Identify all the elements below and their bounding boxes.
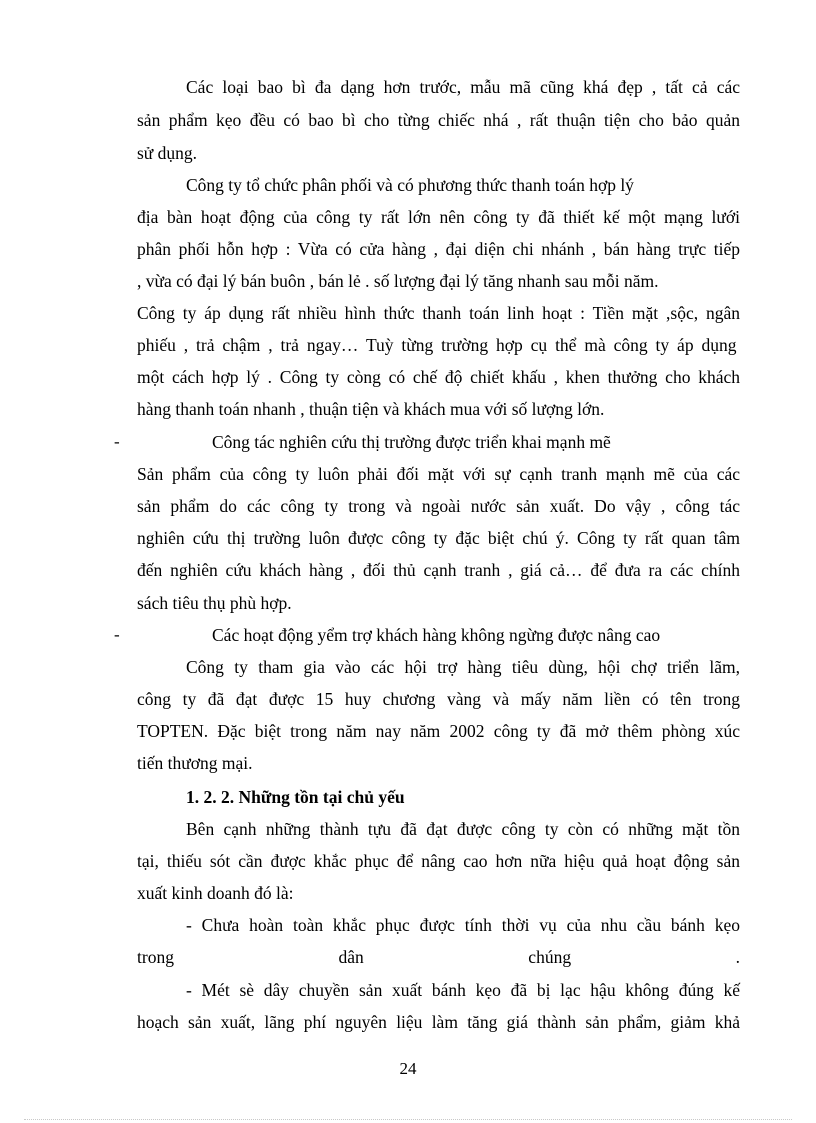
text-line: địa bàn hoạt động của công ty rất lớn nên công ty đã thiết kế một mạng lưới (137, 207, 740, 227)
bullet-heading: Công tác nghiên cứu thị trường được triển khai mạnh mẽ (212, 432, 611, 452)
text-line: hàng thanh toán nhanh , thuận tiện và khách mua với số lượng lớn. (137, 399, 605, 419)
page-number: 24 (399, 1059, 417, 1078)
word: dân (338, 947, 364, 967)
text-line: Công ty áp dụng rất nhiều hình thức thanh toán linh hoạt : Tiền mặt ,sộc, ngân (137, 303, 740, 323)
text-line: sản phẩm kẹo đều có bao bì cho từng chiếc nhá , rất thuận tiện cho bảo quản (137, 110, 740, 130)
text-line: Các loại bao bì đa dạng hơn trước, mẫu mã cũng khá đẹp , tất cả các (186, 77, 740, 97)
text-line: - Mét sè dây chuyền sản xuất bánh kẹo đã bị lạc hậu không đúng kế (186, 980, 740, 1000)
text-line: sách tiêu thụ phù hợp. (137, 593, 292, 613)
text-line: tiến thương mại. (137, 753, 253, 773)
text-line: - Chưa hoàn toàn khắc phục được tính thời vụ của nhu cầu bánh kẹo (186, 915, 740, 935)
text-line: Công ty tham gia vào các hội trợ hàng tiêu dùng, hội chợ triển lãm, (186, 657, 740, 677)
text-line: xuất kinh doanh đó là: (137, 883, 294, 903)
text-line: sản phẩm do các công ty trong và ngoài nước sản xuất. Do vậy , công tác (137, 496, 740, 516)
word: . (735, 947, 740, 967)
text-line: công ty đã đạt được 15 huy chương vàng và mấy năm liền có tên trong (137, 689, 740, 709)
bullet-dash: - (114, 625, 120, 644)
text-line: Công ty tổ chức phân phối và có phương thức thanh toán hợp lý (186, 175, 634, 195)
spread-text-line (137, 946, 740, 968)
text-line: , vừa có đại lý bán buôn , bán lẻ . số lượng đại lý tăng nhanh sau mỗi năm. (137, 271, 659, 291)
text-line: phiếu , trả chậm , trả ngay… Tuỳ từng trường hợp cụ thể mà công ty áp dụng (137, 335, 737, 355)
word: trong (137, 947, 174, 967)
word: chúng (528, 947, 572, 967)
text-line: Sản phẩm của công ty luôn phải đối mặt với sự cạnh tranh mạnh mẽ của các (137, 464, 740, 484)
text-line: một cách hợp lý . Công ty còng có chế độ chiết khấu , khen thưởng cho khách (137, 367, 740, 387)
text-line: đến nghiên cứu khách hàng , đối thủ cạnh tranh , giá cả… để đưa ra các chính (137, 560, 740, 580)
text-line: phân phối hỗn hợp : Vừa có cửa hàng , đại diện chi nhánh , bán hàng trực tiếp (137, 239, 740, 259)
text-line: nghiên cứu thị trường luôn được công ty đặc biệt chú ý. Công ty rất quan tâm (137, 528, 740, 548)
page-divider (24, 1119, 792, 1120)
text-line: sử dụng. (137, 143, 198, 163)
bullet-heading: Các hoạt động yểm trợ khách hàng không ngừng được nâng cao (212, 625, 661, 645)
bullet-dash: - (114, 432, 120, 451)
text-line: Bên cạnh những thành tựu đã đạt được công ty còn có những mặt tồn (186, 819, 740, 839)
section-heading: 1. 2. 2. Những tồn tại chủ yếu (186, 787, 405, 807)
text-line: tại, thiếu sót cần được khắc phục để nâng cao hơn nữa hiệu quả hoạt động sản (137, 851, 740, 871)
text-line: hoạch sản xuất, lãng phí nguyên liệu làm tăng giá thành sản phẩm, giảm khả (137, 1012, 740, 1032)
text-line: TOPTEN. Đặc biệt trong năm nay năm 2002 công ty đã mở thêm phòng xúc (137, 721, 740, 741)
